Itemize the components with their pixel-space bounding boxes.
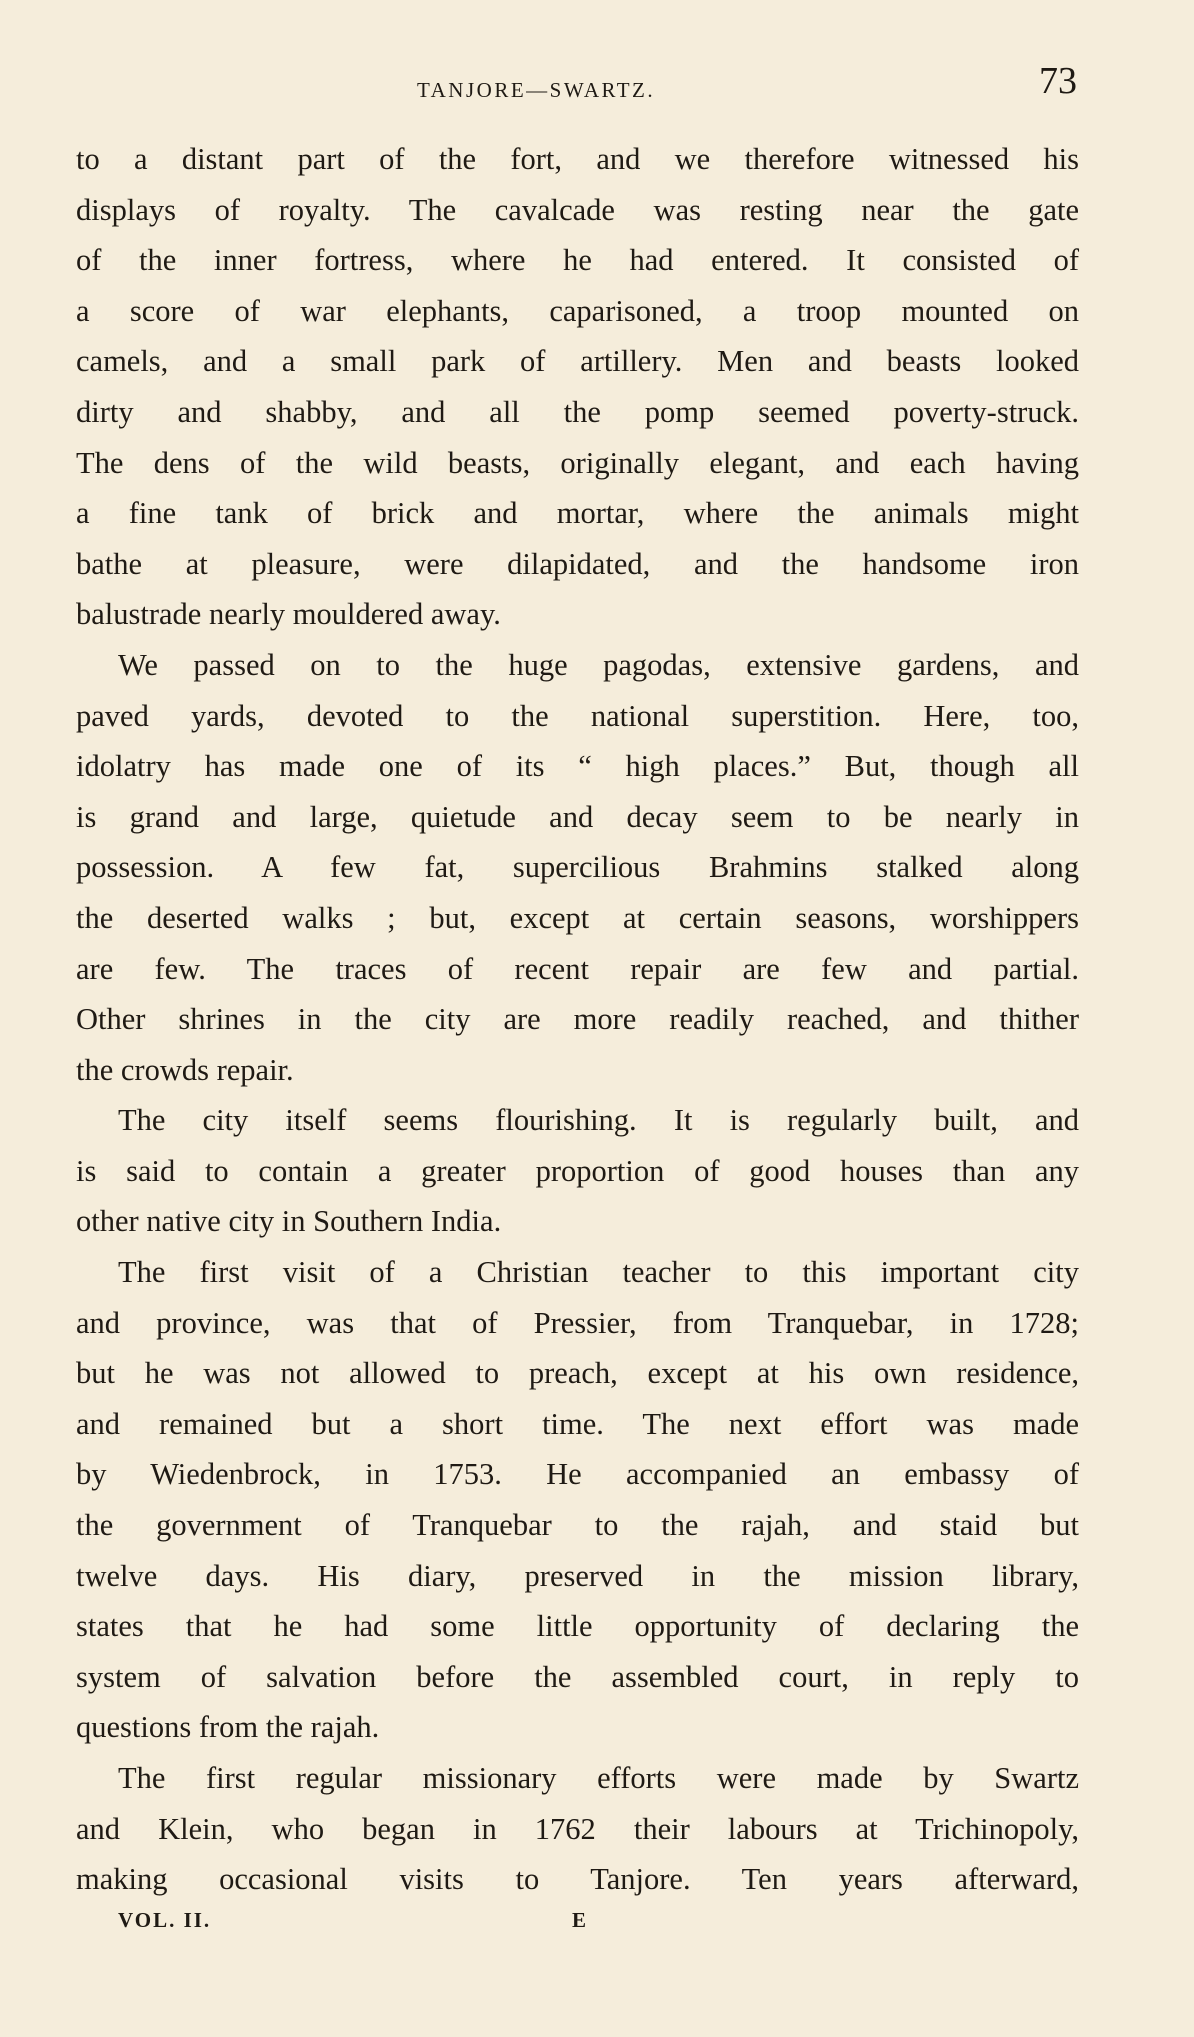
text-line: the government of Tranquebar to the rajah, and staid but xyxy=(76,1508,1079,1543)
text-line: possession. A few fat, supercilious Brahmins stalked along xyxy=(76,850,1079,885)
text-line: and remained but a short time. The next effort was made xyxy=(76,1406,1079,1441)
text-line: The dens of the wild beasts, originally elegant, and each having xyxy=(76,445,1079,480)
text-line: making occasional visits to Tanjore. Ten years afterward, xyxy=(76,1862,1079,1897)
text-line: paved yards, devoted to the national superstition. Here, too, xyxy=(76,698,1079,733)
text-line: but he was not allowed to preach, except at his own residence, xyxy=(76,1356,1079,1391)
text-line: is said to contain a greater proportion of good houses than any xyxy=(76,1153,1079,1188)
signature-mark: E xyxy=(572,1908,589,1932)
text-line: displays of royalty. The cavalcade was resting near the gate xyxy=(76,192,1079,227)
text-line: to a distant part of the fort, and we therefore witnessed his xyxy=(76,142,1079,176)
text-line: the crowds repair. xyxy=(76,1052,294,1087)
text-line: the deserted walks ; but, except at certain seasons, worshippers xyxy=(76,900,1079,935)
paragraph-start-line: The city itself seems flourishing. It is regularly built, and xyxy=(118,1103,1079,1138)
page-number: 73 xyxy=(1039,60,1077,102)
text-line: bathe at pleasure, were dilapidated, and the handsome iron xyxy=(76,546,1079,581)
text-line: balustrade nearly mouldered away. xyxy=(76,597,501,632)
text-line: by Wiedenbrock, in 1753. He accompanied an embassy of xyxy=(76,1457,1079,1492)
volume-marker: VOL. II. xyxy=(118,1908,212,1932)
text-line: is grand and large, quietude and decay seem to be nearly in xyxy=(76,799,1079,834)
text-line: and province, was that of Pressier, from Tranquebar, in 1728; xyxy=(76,1305,1079,1340)
page-header xyxy=(0,62,1194,122)
running-head: TANJORE—SWARTZ. xyxy=(417,78,656,102)
text-line: a score of war elephants, caparisoned, a troop mounted on xyxy=(76,293,1079,328)
text-line: of the inner fortress, where he had entered. It consisted of xyxy=(76,243,1079,278)
paragraph-start-line: The first visit of a Christian teacher to this important city xyxy=(118,1255,1079,1290)
text-line: system of salvation before the assembled court, in reply to xyxy=(76,1659,1079,1694)
text-line: Other shrines in the city are more readily reached, and thither xyxy=(76,1002,1079,1037)
text-line: camels, and a small park of artillery. Men and beasts looked xyxy=(76,344,1079,379)
page-footer xyxy=(0,1908,1194,1948)
text-line: idolatry has made one of its “ high places.” But, though all xyxy=(76,749,1079,784)
body-text xyxy=(76,134,1079,1905)
text-line: and Klein, who began in 1762 their labours at Trichinopoly, xyxy=(76,1811,1079,1846)
paragraph-start-line: We passed on to the huge pagodas, extensive gardens, and xyxy=(118,647,1079,682)
text-line: twelve days. His diary, preserved in the mission library, xyxy=(76,1558,1079,1593)
text-line: dirty and shabby, and all the pomp seemed poverty-struck. xyxy=(76,394,1079,429)
text-line: questions from the rajah. xyxy=(76,1710,380,1745)
text-line: other native city in Southern India. xyxy=(76,1204,502,1239)
text-line: a fine tank of brick and mortar, where the animals might xyxy=(76,496,1079,531)
text-line: are few. The traces of recent repair are few and partial. xyxy=(76,951,1079,986)
paragraph-start-line: The first regular missionary efforts were made by Swartz xyxy=(118,1761,1079,1795)
text-line: states that he had some little opportunity of declaring the xyxy=(76,1609,1079,1644)
